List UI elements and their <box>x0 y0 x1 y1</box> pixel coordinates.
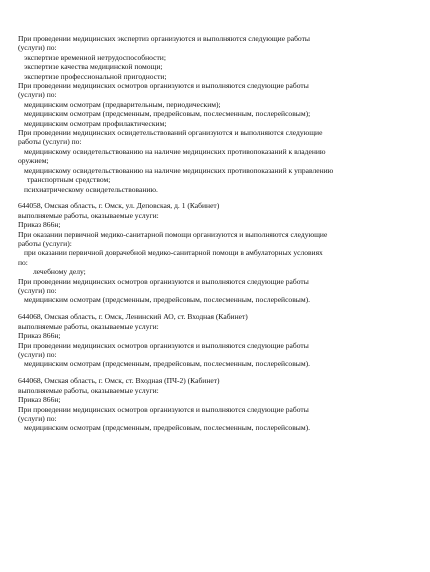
text-line: При проведении медицинских осмотров организуются и выполняются следующие работы <box>18 340 309 350</box>
text-line: медицинским осмотрам (предсменным, предрейсовым, послесменным, послерейсовым). <box>24 359 311 369</box>
document-page <box>18 34 416 433</box>
text-line: При проведении медицинских осмотров организуются и выполняются следующие работы <box>18 81 309 91</box>
text-line: медицинскому освидетельствованию на наличие медицинских противопоказаний к управлению <box>24 165 334 175</box>
text-line: (услуги) по: <box>18 413 57 423</box>
text-line: (услуги) по: <box>18 90 57 100</box>
text-line: работы (услуги) по: <box>18 137 82 147</box>
text-line: по: <box>18 257 28 267</box>
text-line: медицинским осмотрам профилактическим; <box>24 118 167 128</box>
block-gap <box>18 194 416 202</box>
text-line: психиатрическому освидетельствованию. <box>24 184 158 194</box>
text-line: 644068, Омская область, г. Омск, ст. Входная (ПЧ-2) (Кабинет) <box>18 376 220 386</box>
text-line: медицинским осмотрам (предсменным, предрейсовым, послесменным, послерейсовым). <box>24 423 311 433</box>
text-line: (услуги) по: <box>18 43 57 53</box>
text-block <box>18 201 416 304</box>
text-line: оружием; <box>18 156 49 166</box>
block-gap <box>18 305 416 313</box>
text-line: При проведении медицинских освидетельствований организуются и выполняются следующие <box>18 128 323 138</box>
text-line: При проведении медицинских осмотров организуются и выполняются следующие работы <box>18 276 309 286</box>
text-line: Приказ 866н; <box>18 220 61 230</box>
text-line: выполняемые работы, оказываемые услуги: <box>18 385 159 395</box>
text-line: медицинским осмотрам (предсменным, предрейсовым, послесменным, послерейсовым). <box>24 295 311 305</box>
text-line: экспертизе качества медицинской помощи; <box>24 62 163 72</box>
text-block <box>18 34 416 194</box>
text-line: 644068, Омская область, г. Омск, Ленинский АО, ст. Входная (Кабинет) <box>18 312 248 322</box>
text-line: 644058, Омская область, г. Омск, ул. Деповская, д. 1 (Кабинет) <box>18 201 220 211</box>
text-line: медицинскому освидетельствованию на наличие медицинских противопоказаний к владению <box>24 146 326 156</box>
text-line: Приказ 866н; <box>18 395 61 405</box>
text-line: медицинским осмотрам (предварительным, периодическим); <box>24 99 221 109</box>
text-line: экспертизе временной нетрудоспособности; <box>24 52 166 62</box>
block-gap <box>18 369 416 377</box>
text-line: экспертизе профессиональной пригодности; <box>24 71 167 81</box>
text-line: лечебному делу; <box>33 267 86 277</box>
text-line: выполняемые работы, оказываемые услуги: <box>18 321 159 331</box>
text-line: выполняемые работы, оказываемые услуги: <box>18 210 159 220</box>
text-block <box>18 312 416 368</box>
text-line: медицинским осмотрам (предсменным, предрейсовым, послесменным, послерейсовым); <box>24 109 311 119</box>
text-line: Приказ 866н; <box>18 331 61 341</box>
text-line: (услуги) по: <box>18 350 57 359</box>
text-line: При проведении медицинских экспертиз организуются и выполняются следующие работы <box>18 34 310 43</box>
text-line: работы (услуги): <box>18 239 72 249</box>
text-line: (услуги) по: <box>18 286 57 296</box>
text-line: При проведении медицинских осмотров организуются и выполняются следующие работы <box>18 404 309 414</box>
text-line: При оказании первичной медико-санитарной помощи организуются и выполняются следующие <box>18 229 328 239</box>
text-line: транспортным средством; <box>27 175 111 185</box>
text-block <box>18 376 416 432</box>
text-line: при оказании первичной доврачебной медико-санитарной помощи в амбулаторных условиях <box>24 248 323 258</box>
